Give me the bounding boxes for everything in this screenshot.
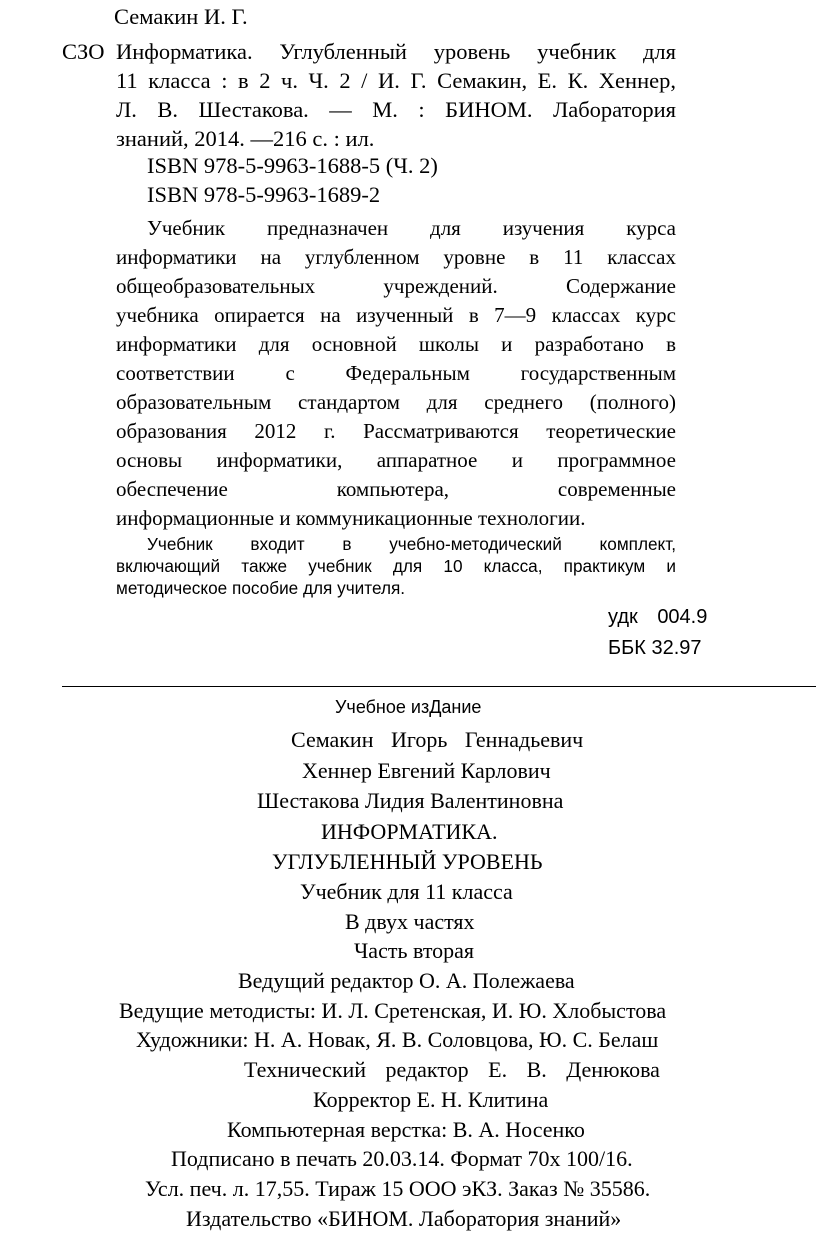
- annotation-line: общеобразовательных учреждений. Содержание: [116, 274, 676, 298]
- annotation-line: учебника опирается на изученный в 7—9 классах курс: [116, 303, 676, 327]
- complect-line: методическое пособие для учителя.: [116, 578, 406, 598]
- credit-line: Подписано в печать 20.03.14. Формат 70х 100/16.: [171, 1146, 633, 1171]
- edition-type: Учебное изДание: [335, 697, 482, 717]
- header-author: Семакин И. Г.: [114, 4, 248, 29]
- udk-code: удк 004.9: [608, 606, 708, 628]
- author-name: Семакин Игорь Геннадьевич: [291, 727, 584, 752]
- complect-line: Учебник входит в учебно-методический комплект,: [147, 534, 676, 554]
- annotation-line: информатики для основной школы и разработано в: [116, 332, 676, 356]
- title-line: УГЛУБЛЕННЫЙ УРОВЕНЬ: [272, 849, 543, 874]
- author-name: Шестакова Лидия Валентиновна: [257, 788, 564, 813]
- credit-line: Корректор Е. Н. Клитина: [313, 1087, 549, 1112]
- isbn-line: ISBN 978-5-9963-1688-5 (Ч. 2): [147, 153, 438, 178]
- annotation-line: образовательным стандартом для среднего (полного): [116, 390, 676, 414]
- credit-line: Ведущие методисты: И. Л. Сретенская, И. Ю. Хлобыстова: [119, 998, 667, 1023]
- bib-line: Л. В. Шестакова. — М. : БИНОМ. Лаборатория: [116, 97, 676, 122]
- credit-line: Усл. печ. л. 17,55. Тираж 15 ООО эКЗ. Заказ № 35586.: [145, 1176, 651, 1201]
- title-line: В двух частях: [345, 909, 475, 934]
- credit-line: Ведущий редактор О. А. Полежаева: [238, 968, 575, 993]
- bib-code: СЗО: [62, 39, 105, 64]
- credit-line: Компьютерная верстка: В. А. Носенко: [227, 1117, 585, 1142]
- title-line: Часть вторая: [354, 938, 475, 963]
- credit-line: Технический редактор Е. В. Денюкова: [244, 1057, 660, 1082]
- title-line: Учебник для 11 класса: [300, 879, 513, 904]
- credit-line: Издательство «БИНОМ. Лаборатория знаний»: [186, 1206, 622, 1231]
- annotation-line: соответствии с Федеральным государственным: [116, 361, 676, 385]
- isbn-line: ISBN 978-5-9963-1689-2: [147, 182, 381, 207]
- bib-line: 11 класса : в 2 ч. Ч. 2 / И. Г. Семакин, Е. К. Хеннер,: [116, 68, 676, 93]
- annotation-line: информатики на углубленном уровне в 11 классах: [116, 245, 676, 269]
- annotation-line: обеспечение компьютера, современные: [116, 477, 676, 501]
- author-name: Хеннер Евгений Карлович: [302, 758, 551, 783]
- bib-line: Информатика. Углубленный уровень учебник для: [116, 39, 676, 64]
- divider-rule: [62, 686, 816, 687]
- complect-line: включающий также учебник для 10 класса, практикум и: [116, 556, 676, 576]
- annotation-line: Учебник предназначен для изучения курса: [147, 216, 676, 240]
- credit-line: Художники: Н. А. Новак, Я. В. Соловцова, Ю. С. Белаш: [136, 1027, 659, 1052]
- title-line: ИНФОРМАТИКА.: [321, 819, 498, 844]
- bbk-code: ББК 32.97: [608, 637, 702, 659]
- annotation-line: образования 2012 г. Рассматриваются теоретические: [116, 419, 676, 443]
- bib-line: знаний, 2014. —216 с. : ил.: [116, 126, 375, 151]
- annotation-line: информационные и коммуникационные технологии.: [116, 506, 586, 530]
- annotation-line: основы информатики, аппаратное и программное: [116, 448, 676, 472]
